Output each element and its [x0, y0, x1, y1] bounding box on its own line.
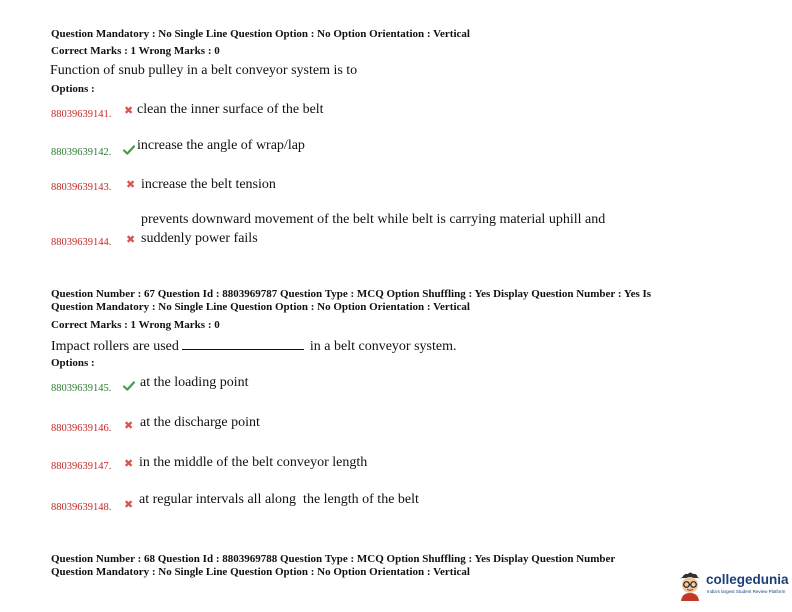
option-text: at the loading point	[140, 375, 249, 390]
answer-blank	[182, 337, 304, 350]
question-header-line: Question Number : 67 Question Id : 8803969787 Question Type : MCQ Option Shuffling : Yes Display Question Number : Yes Is	[51, 288, 652, 300]
question-text-after: in a belt conveyor system.	[309, 339, 457, 354]
cross-icon: ✖	[124, 104, 134, 117]
option-id: 88039639141.	[51, 109, 112, 120]
marks-line: Correct Marks : 1 Wrong Marks : 0	[51, 45, 220, 57]
option-id: 88039639145.	[51, 383, 112, 394]
cross-icon: ✖	[126, 233, 136, 246]
student-mascot-icon	[676, 570, 704, 602]
option-text-line1: prevents downward movement of the belt while belt is carrying material uphill and	[141, 212, 606, 227]
question-text: Function of snub pulley in a belt conveyor system is to	[50, 63, 358, 78]
option-text: in the middle of the belt conveyor length	[139, 455, 368, 470]
cross-icon: ✖	[124, 457, 134, 470]
option-text-line2: suddenly power fails	[141, 231, 258, 246]
logo-tagline: India's largest Student Review Platform	[707, 589, 786, 594]
option-text: at regular intervals all along the length of the belt	[139, 492, 419, 507]
option-text: increase the angle of wrap/lap	[137, 138, 305, 153]
options-label: Options :	[51, 357, 95, 369]
question-header-line: Question Number : 68 Question Id : 8803969788 Question Type : MCQ Option Shuffling : Yes Display Question Number	[51, 553, 616, 565]
check-icon	[123, 381, 135, 391]
option-id: 88039639147.	[51, 461, 112, 472]
question-text-before: Impact rollers are used	[51, 339, 179, 354]
option-id: 88039639142.	[51, 147, 112, 158]
option-text: clean the inner surface of the belt	[137, 102, 324, 117]
question-mandatory-line: Question Mandatory : No Single Line Question Option : No Option Orientation : Vertical	[51, 301, 470, 313]
marks-line: Correct Marks : 1 Wrong Marks : 0	[51, 319, 220, 331]
options-label: Options :	[51, 83, 95, 95]
collegedunia-logo	[676, 568, 790, 604]
question-text	[51, 337, 456, 355]
option-id: 88039639143.	[51, 182, 112, 193]
option-id: 88039639148.	[51, 502, 112, 513]
cross-icon: ✖	[126, 178, 136, 191]
option-text: at the discharge point	[140, 415, 260, 430]
question-mandatory-line: Question Mandatory : No Single Line Question Option : No Option Orientation : Vertical	[51, 28, 470, 40]
logo-text: collegedunia	[706, 572, 789, 587]
option-text: increase the belt tension	[141, 177, 276, 192]
cross-icon: ✖	[124, 419, 134, 432]
cross-icon: ✖	[124, 498, 134, 511]
option-id: 88039639144.	[51, 237, 112, 248]
check-icon	[123, 145, 135, 155]
option-id: 88039639146.	[51, 423, 112, 434]
question-mandatory-line: Question Mandatory : No Single Line Question Option : No Option Orientation : Vertical	[51, 566, 470, 578]
